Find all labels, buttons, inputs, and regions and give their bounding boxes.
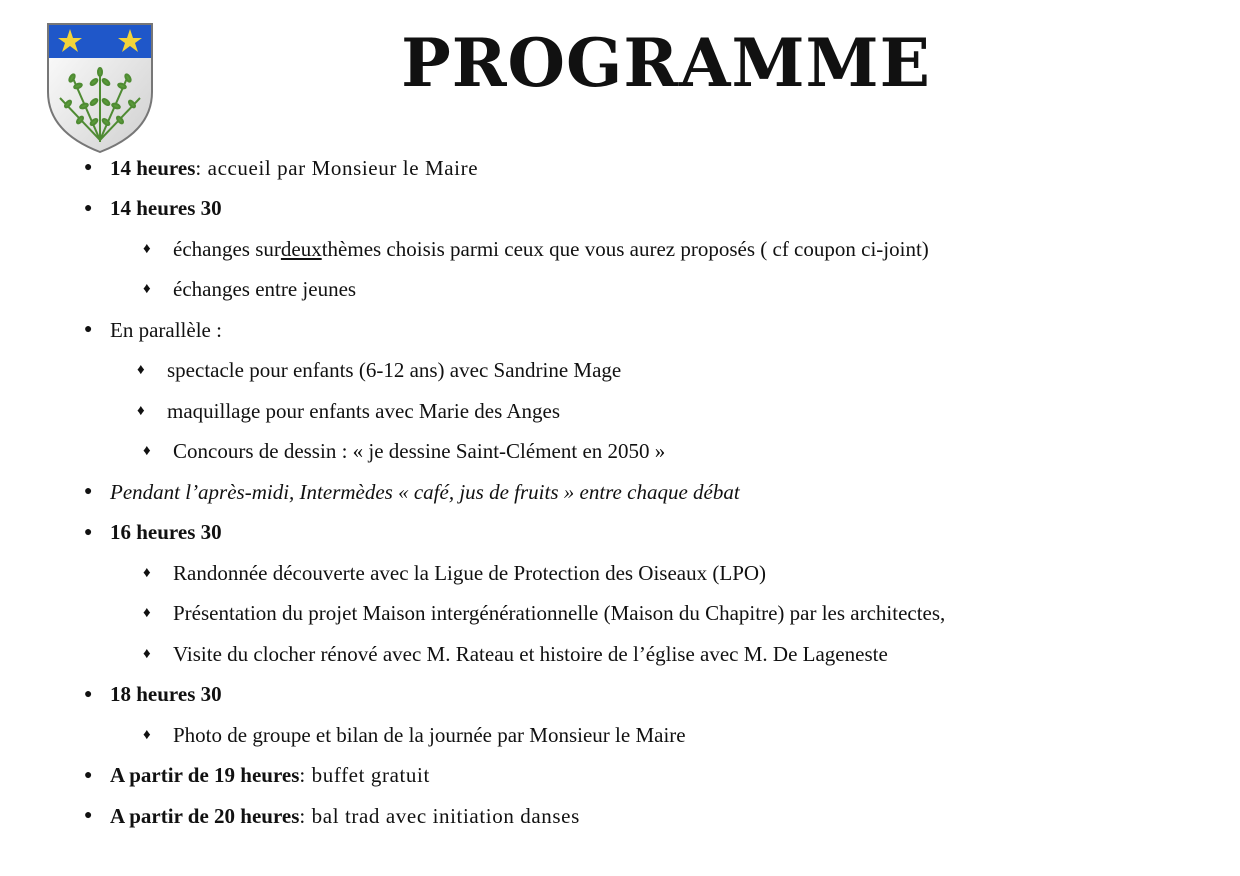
sub-list-item xyxy=(84,594,1204,635)
list-item xyxy=(84,675,1204,716)
item-text: : buffet gratuit xyxy=(299,763,430,788)
diamond-bullet-icon: ♦ xyxy=(137,362,145,379)
diamond-bullet-icon: ♦ xyxy=(137,402,145,419)
sub-list-item xyxy=(84,270,1204,311)
item-time: A partir de 20 heures xyxy=(110,803,300,828)
bullet-icon: ● xyxy=(84,484,93,500)
list-item xyxy=(84,472,1204,513)
diamond-bullet-icon: ♦ xyxy=(143,605,151,622)
bullet-icon: ● xyxy=(84,767,93,783)
item-text-italic: Pendant l’après-midi, Intermèdes « café, jus de fruits » entre chaque débat xyxy=(110,479,740,504)
list-item xyxy=(84,756,1204,797)
page-title xyxy=(0,24,1240,102)
sub-list-item xyxy=(84,351,1204,392)
bullet-icon: ● xyxy=(84,322,93,338)
list-item xyxy=(84,189,1204,230)
item-text: Présentation du projet Maison intergénérationnelle (Maison du Chapitre) par les architectes, xyxy=(173,601,946,626)
sub-list-item xyxy=(84,432,1204,473)
item-text: échanges sur xyxy=(173,236,281,261)
item-time: 18 heures 30 xyxy=(110,682,222,707)
diamond-bullet-icon: ♦ xyxy=(143,443,151,460)
sub-list-item xyxy=(84,391,1204,432)
item-text: Concours de dessin : « je dessine Saint-Clément en 2050 » xyxy=(173,439,666,464)
item-text: spectacle pour enfants (6-12 ans) avec Sandrine Mage xyxy=(167,358,622,383)
page-title-text: PROGRAMME xyxy=(401,24,931,102)
item-time: A partir de 19 heures xyxy=(110,763,300,788)
item-text: En parallèle : xyxy=(110,317,222,342)
list-item xyxy=(84,796,1204,837)
item-time: 16 heures 30 xyxy=(110,520,222,545)
item-text: : bal trad avec initiation danses xyxy=(299,803,580,828)
item-text: thèmes choisis parmi ceux que vous aurez proposés ( cf coupon ci-joint) xyxy=(321,236,929,261)
item-time: 14 heures 30 xyxy=(110,196,222,221)
bullet-icon: ● xyxy=(84,686,93,702)
bullet-icon: ● xyxy=(84,808,93,824)
bullet-icon: ● xyxy=(84,160,93,176)
list-item xyxy=(84,513,1204,554)
sub-list-item xyxy=(84,715,1204,756)
diamond-bullet-icon: ♦ xyxy=(143,240,151,257)
programme-list xyxy=(84,148,1204,837)
sub-list-item xyxy=(84,634,1204,675)
item-text: échanges entre jeunes xyxy=(173,277,357,302)
bullet-icon: ● xyxy=(84,200,93,216)
diamond-bullet-icon: ♦ xyxy=(143,645,151,662)
sub-list-item xyxy=(84,229,1204,270)
diamond-bullet-icon: ♦ xyxy=(143,564,151,581)
diamond-bullet-icon: ♦ xyxy=(143,726,151,743)
item-text: : accueil par Monsieur le Maire xyxy=(195,155,479,180)
diamond-bullet-icon: ♦ xyxy=(143,281,151,298)
item-text: Randonnée découverte avec la Ligue de Protection des Oiseaux (LPO) xyxy=(173,560,767,585)
item-text: Visite du clocher rénové avec M. Rateau et histoire de l’église avec M. De Lageneste xyxy=(173,641,888,666)
list-item xyxy=(84,148,1204,189)
bullet-icon: ● xyxy=(84,524,93,540)
item-text-underlined: deux xyxy=(280,236,322,261)
item-time: 14 heures xyxy=(110,155,196,180)
item-text: Photo de groupe et bilan de la journée par Monsieur le Maire xyxy=(173,722,686,747)
item-text: maquillage pour enfants avec Marie des Anges xyxy=(167,398,561,423)
sub-list-item xyxy=(84,553,1204,594)
list-item xyxy=(84,310,1204,351)
